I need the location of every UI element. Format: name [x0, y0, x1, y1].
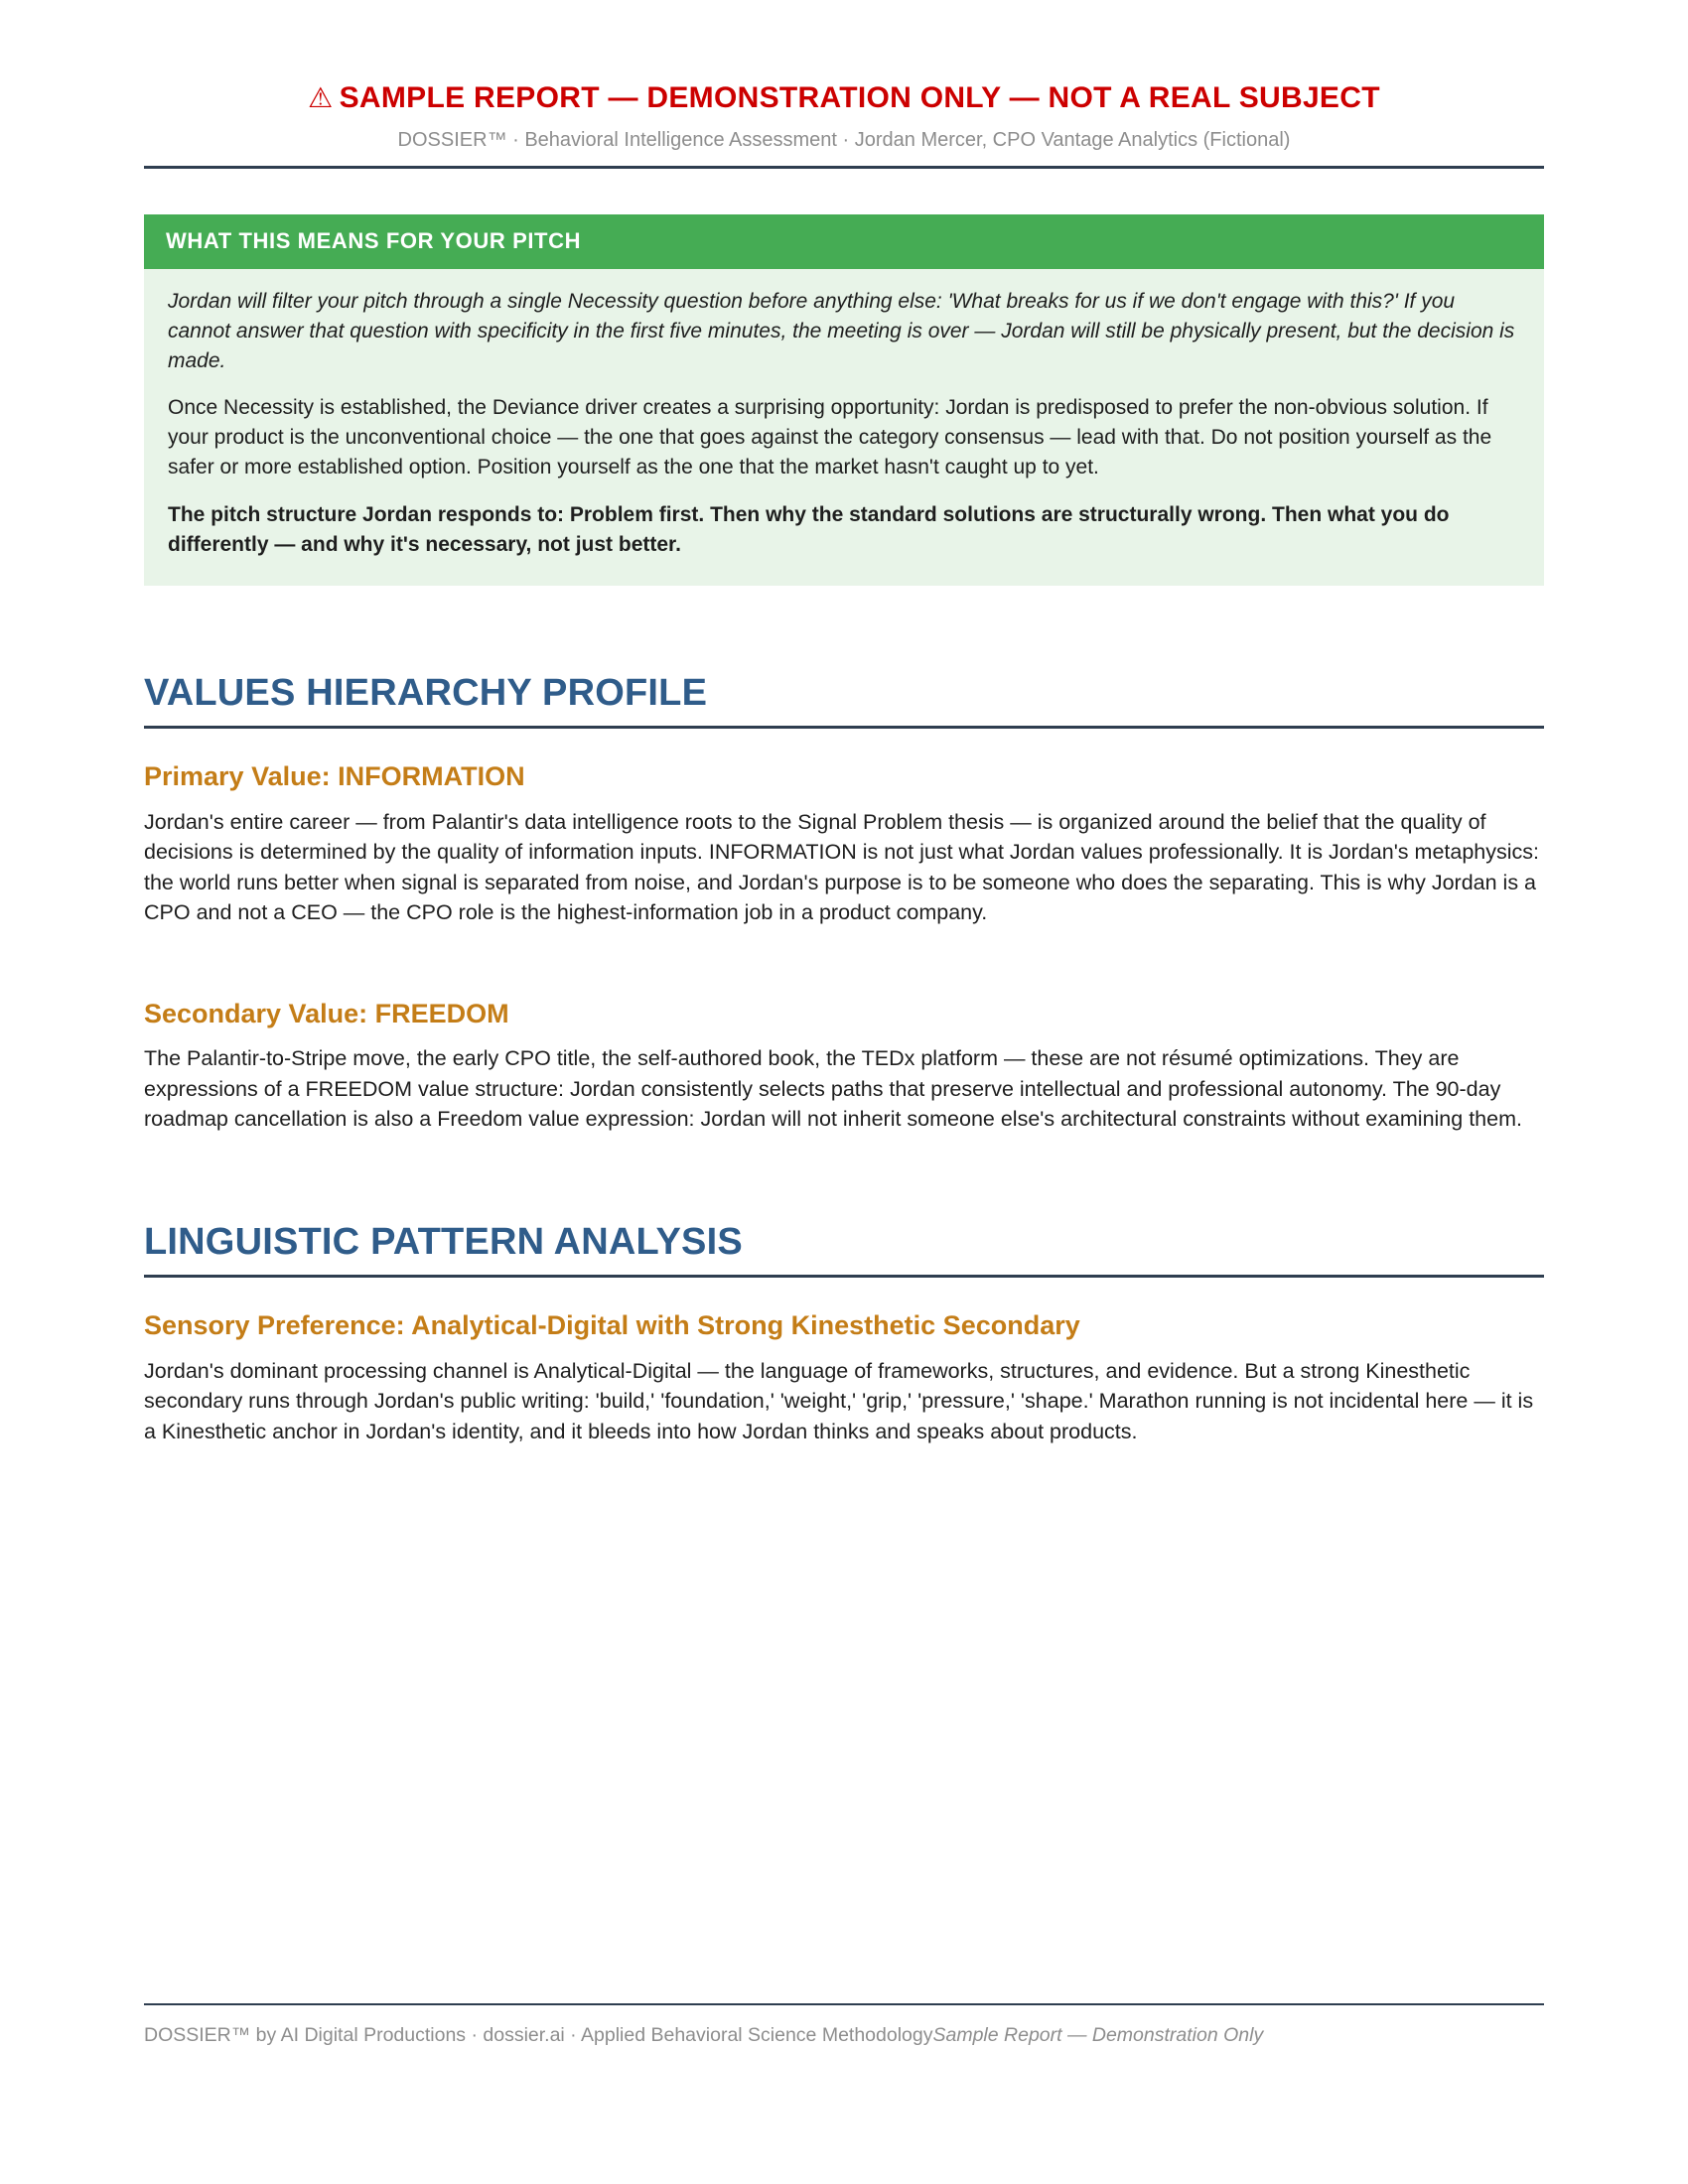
section-divider [144, 726, 1544, 729]
subsection-body-text: Jordan's dominant processing channel is Analytical-Digital — the language of frameworks, structures, and evidence. But a strong Kinesthetic secondary runs through Jordan's public writing: 'build,' 'foundation,' 'weight,' 'grip,' 'pressure,' 'shape.' Marathon running is not incidental here — it is a Kinesthetic anchor in Jordan's identity, and it bleeds into how Jordan thinks and speaks about products. [144, 1358, 1534, 1443]
sample-banner-headline-text: SAMPLE REPORT — DEMONSTRATION ONLY — NOT A REAL SUBJECT [339, 81, 1380, 114]
subsection-secondary-value [144, 998, 1544, 1135]
warning-triangle-icon: ⚠ [308, 82, 334, 113]
subsection-heading: Secondary Value: FREEDOM [144, 998, 509, 1028]
header-divider [144, 166, 1544, 169]
footer-main-text: DOSSIER™ by AI Digital Productions · dossier.ai · Applied Behavioral Science Methodology [144, 2024, 933, 2046]
pitch-callout-heading: WHAT THIS MEANS FOR YOUR PITCH [144, 214, 1544, 269]
section-title: LINGUISTIC PATTERN ANALYSIS [144, 1220, 743, 1263]
footer-divider [144, 2003, 1544, 2005]
subsection-body-text: Jordan's entire career — from Palantir's data intelligence roots to the Signal Problem thesis — is organized around the belief that the quality of decisions is determined by the quality of information inputs. INFORMATION is not just what Jordan values professionally. It is Jordan's metaphysics: the world runs better when signal is separated from noise, and Jordan's purpose is to be someone who does the separating. This is why Jordan is a CPO and not a CEO — the CPO role is the highest-information job in a product company. [144, 809, 1539, 925]
subsection-primary-value [144, 760, 1544, 927]
pitch-callout [144, 214, 1544, 586]
footer-text [144, 2021, 1544, 2049]
section-values-hierarchy-profile [144, 673, 1544, 1135]
section-linguistic-pattern-analysis [144, 1222, 1544, 1447]
subsection-sensory-preference [144, 1309, 1544, 1446]
page-footer [144, 2003, 1544, 2049]
section-title: VALUES HIERARCHY PROFILE [144, 671, 708, 714]
pitch-callout-paragraph-body: Once Necessity is established, the Deviance driver creates a surprising opportunity: Jordan is predisposed to prefer the non-obvious solution. If your product is the unconventional choice — the one that goes against the category consensus — lead with that. Do not position yourself as the safer or more established option. Position yourself as the one that the market hasn't caught up to yet. [168, 396, 1492, 479]
pitch-callout-paragraph-emphasis: The pitch structure Jordan responds to: Problem first. Then why the standard solutions are structurally wrong. Then what you do differently — and why it's necessary, not just better. [168, 502, 1450, 556]
section-divider [144, 1275, 1544, 1278]
subsection-heading: Primary Value: INFORMATION [144, 761, 525, 792]
sample-report-banner [144, 0, 1544, 152]
footer-italic-text: Sample Report — Demonstration Only [932, 2024, 1264, 2046]
pitch-callout-body [144, 269, 1544, 586]
subsection-body-text: The Palantir-to-Stripe move, the early CPO title, the self-authored book, the TEDx platform — these are not résumé optimizations. They are expressions of a FREEDOM value structure: Jordan consistently selects paths that preserve intellectual and professional autonomy. The 90-day roadmap cancellation is also a Freedom value expression: Jordan will not inherit someone else's architectural constraints without examining them. [144, 1046, 1522, 1132]
sample-banner-headline [144, 81, 1544, 114]
subsection-heading: Sensory Preference: Analytical-Digital with Strong Kinesthetic Secondary [144, 1310, 1080, 1341]
pitch-callout-paragraph-italic: Jordan will filter your pitch through a single Necessity question before anything else: 'What breaks for us if we don't engage with this?' If you cannot answer that question with specificity in the first five minutes, the meeting is over — Jordan will still be physically present, but the decision is made. [168, 290, 1515, 372]
sample-banner-subline: DOSSIER™ · Behavioral Intelligence Assessment · Jordan Mercer, CPO Vantage Analytics (Fictional) [397, 129, 1291, 151]
